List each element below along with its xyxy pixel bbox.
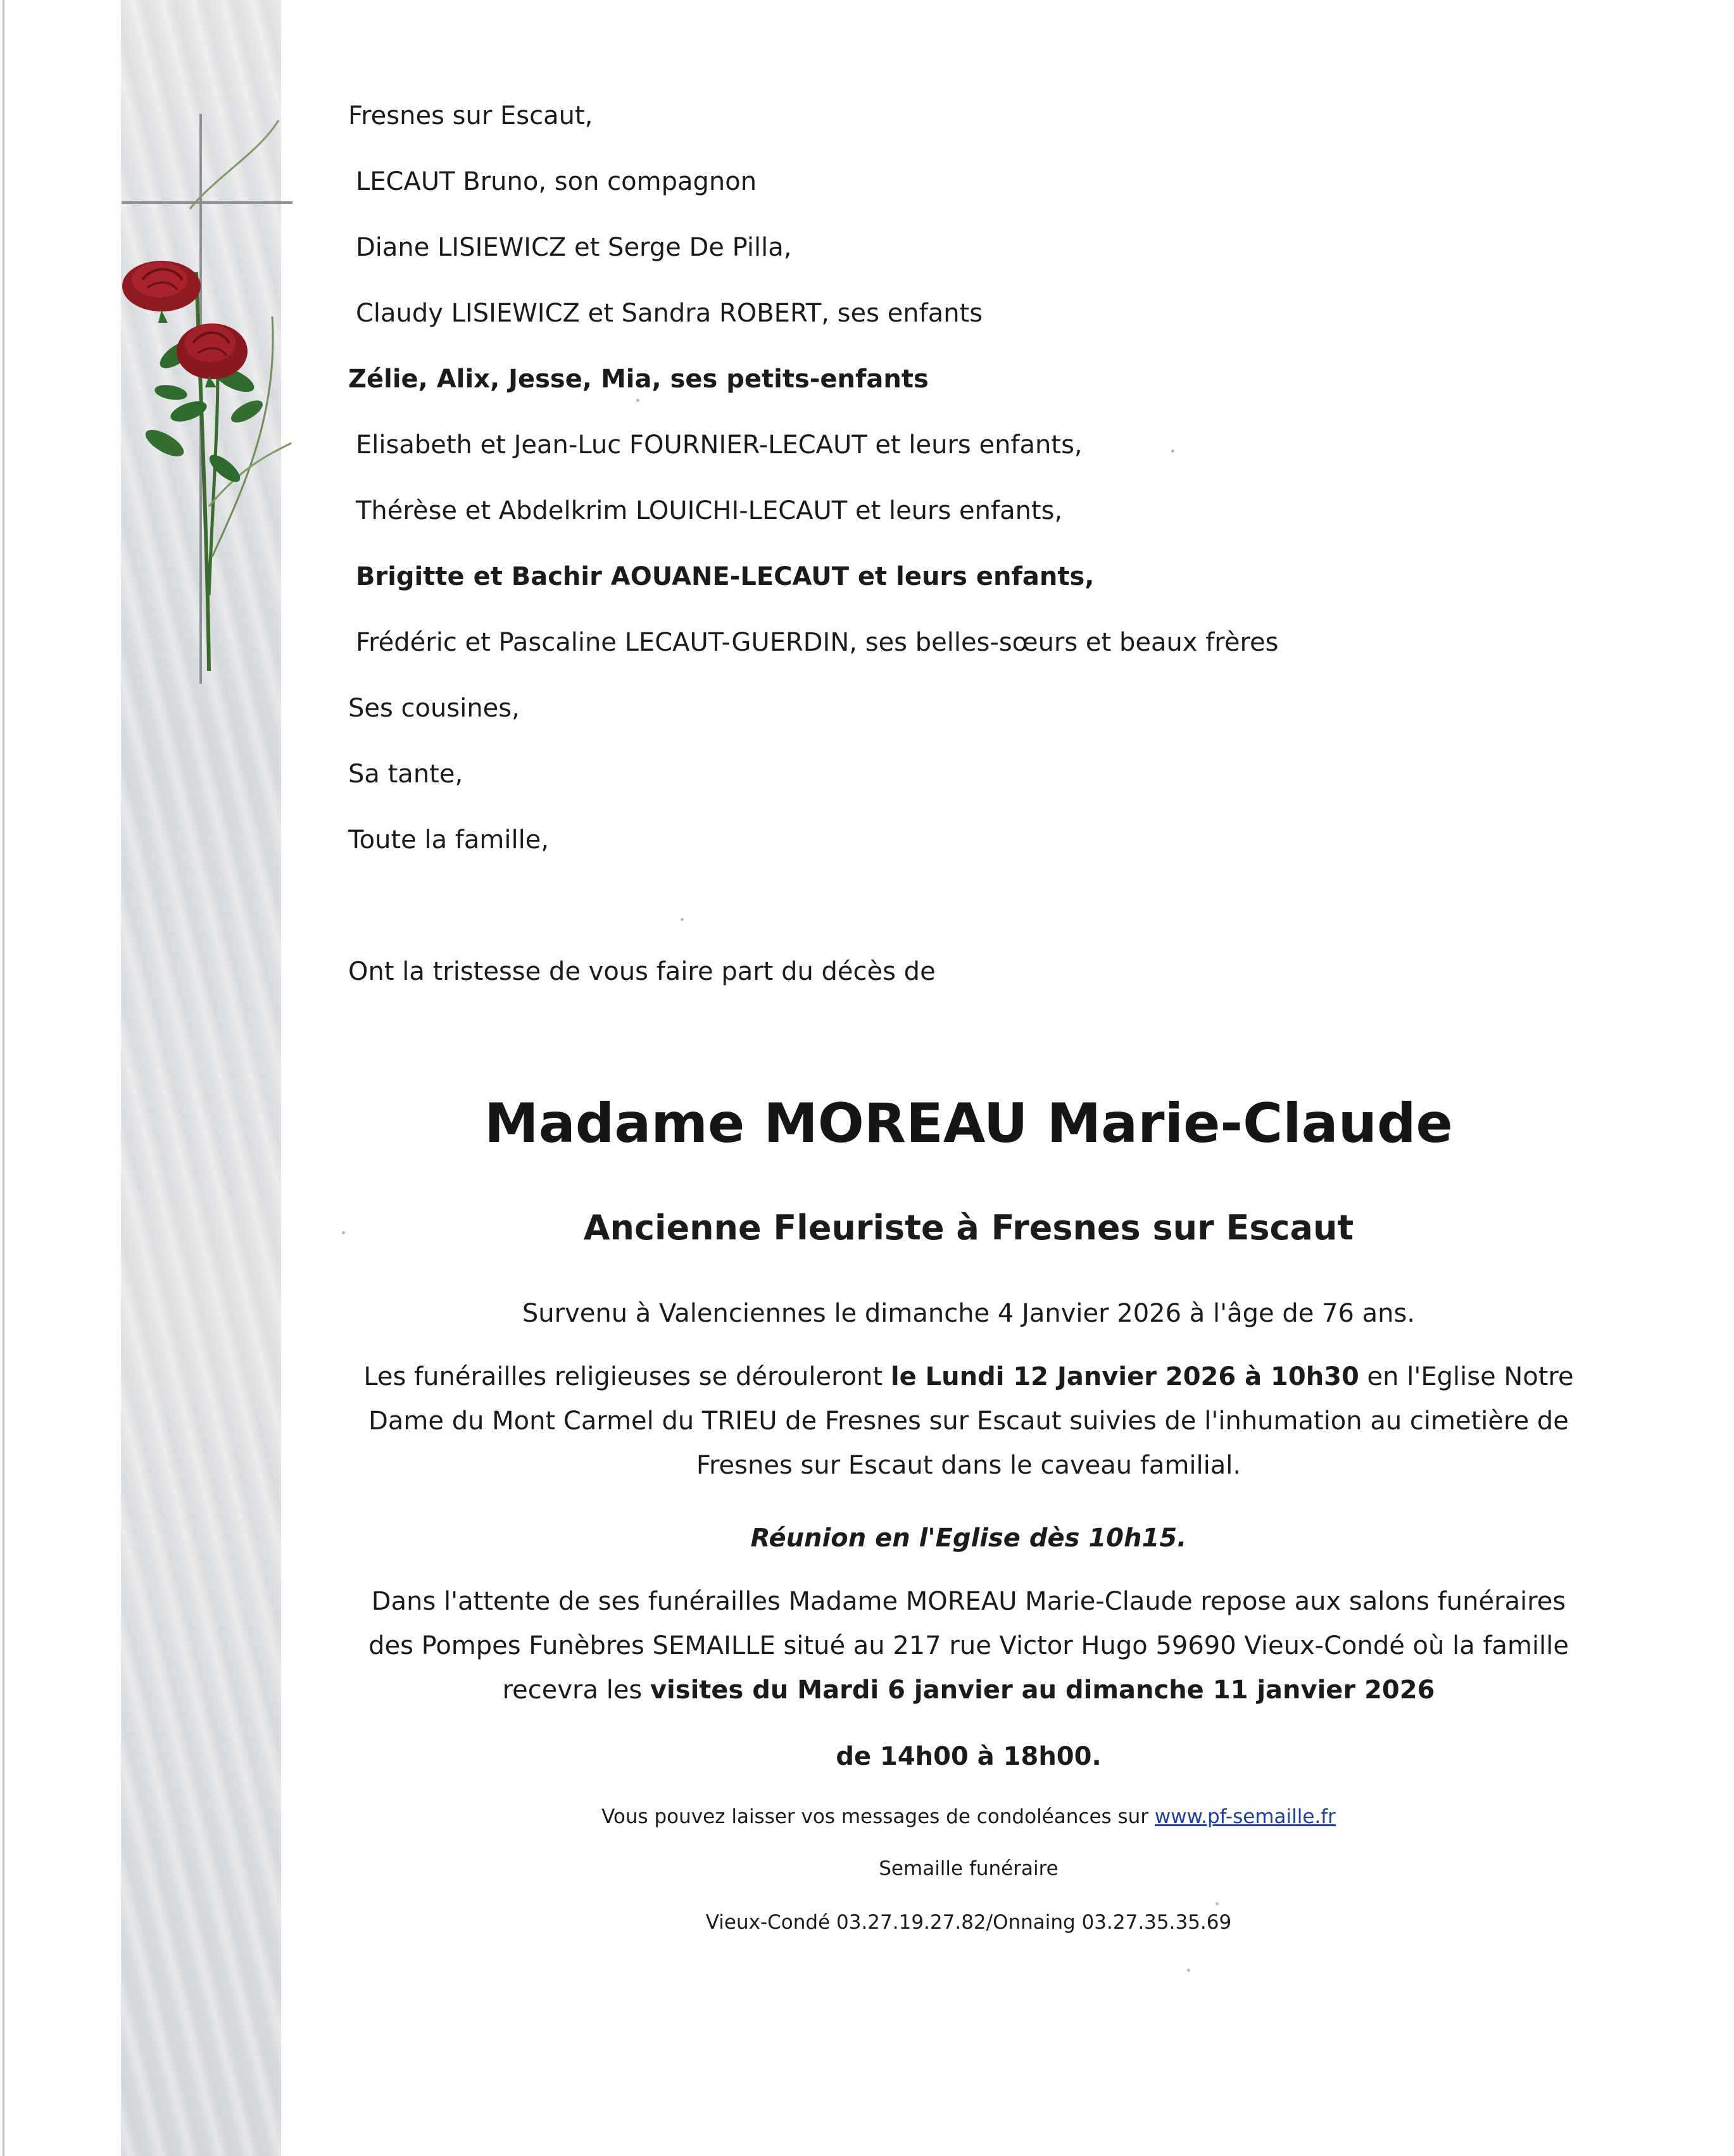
death-notice: Survenu à Valenciennes le dimanche 4 Janvier 2026 à l'âge de 76 ans. bbox=[522, 1299, 1416, 1328]
family-line: LECAUT Bruno, son compagnon bbox=[356, 167, 757, 196]
website-link[interactable]: www.pf-semaille.fr bbox=[1154, 1805, 1336, 1828]
family-list bbox=[348, 100, 1551, 890]
deceased-name: Madame MOREAU Marie-Claude bbox=[484, 1092, 1453, 1155]
scan-speck bbox=[1187, 1969, 1190, 1972]
condolences-text: Vous pouvez laisser vos messages de condoléances sur bbox=[601, 1805, 1155, 1828]
visitation-text: Dans l'attente de ses funérailles Madame MOREAU Marie-Claude repose aux salons funéraires des Pompes Funèbres SEMAILLE situé au 217 rue Victor Hugo 59690 Vieux-Condé où la famille recevra les bbox=[368, 1587, 1569, 1705]
visitation-hours: de 14h00 à 18h00. bbox=[836, 1742, 1102, 1771]
family-line: Toute la famille, bbox=[348, 825, 550, 855]
company-name: Semaille funéraire bbox=[879, 1857, 1059, 1880]
family-line: Sa tante, bbox=[348, 760, 463, 789]
funeral-details bbox=[355, 1355, 1583, 1488]
family-line: Diane LISIEWICZ et Serge De Pilla, bbox=[356, 233, 792, 262]
announcement-intro: Ont la tristesse de vous faire part du décès de bbox=[348, 957, 936, 986]
family-line: Brigitte et Bachir AOUANE-LECAUT et leurs enfants, bbox=[356, 562, 1095, 591]
family-line: Fresnes sur Escaut, bbox=[348, 101, 593, 130]
page-edge bbox=[3, 0, 4, 2156]
scan-speck bbox=[1216, 1902, 1219, 1905]
family-line: Zélie, Alix, Jesse, Mia, ses petits-enfants bbox=[348, 365, 929, 394]
scan-speck bbox=[636, 399, 639, 402]
contact-phones: Vieux-Condé 03.27.19.27.82/Onnaing 03.27.35.35.69 bbox=[705, 1911, 1232, 1934]
visitation-details bbox=[355, 1579, 1583, 1712]
family-line: Claudy LISIEWICZ et Sandra ROBERT, ses enfants bbox=[356, 299, 983, 328]
scan-speck bbox=[342, 1231, 345, 1234]
cross-and-roses-illustration bbox=[114, 114, 304, 696]
condolences-line bbox=[355, 1803, 1583, 1831]
funeral-prefix: Les funérailles religieuses se dérouleront bbox=[363, 1362, 891, 1391]
deceased-title: Ancienne Fleuriste à Fresnes sur Escaut bbox=[583, 1208, 1354, 1248]
scan-speck bbox=[681, 918, 684, 921]
visitation-dates: visites du Mardi 6 janvier au dimanche 11 janvier 2026 bbox=[650, 1676, 1435, 1705]
family-line: Ses cousines, bbox=[348, 694, 520, 723]
family-line: Thérèse et Abdelkrim LOUICHI-LECAUT et leurs enfants, bbox=[356, 496, 1063, 525]
family-line: Frédéric et Pascaline LECAUT-GUERDIN, ses belles-sœurs et beaux frères bbox=[356, 628, 1279, 657]
scan-speck bbox=[1171, 449, 1174, 453]
funeral-date-time: le Lundi 12 Janvier 2026 à 10h30 bbox=[890, 1362, 1359, 1391]
family-line: Elisabeth et Jean-Luc FOURNIER-LECAUT et leurs enfants, bbox=[356, 430, 1083, 460]
funeral-suffix: en l'Eglise Notre Dame du Mont Carmel du TRIEU de Fresnes sur Escaut suivies de l'inhumation au cimetière de Fresnes sur Escaut dans le caveau familial. bbox=[368, 1362, 1574, 1480]
church-gathering: Réunion en l'Eglise dès 10h15. bbox=[750, 1524, 1187, 1553]
